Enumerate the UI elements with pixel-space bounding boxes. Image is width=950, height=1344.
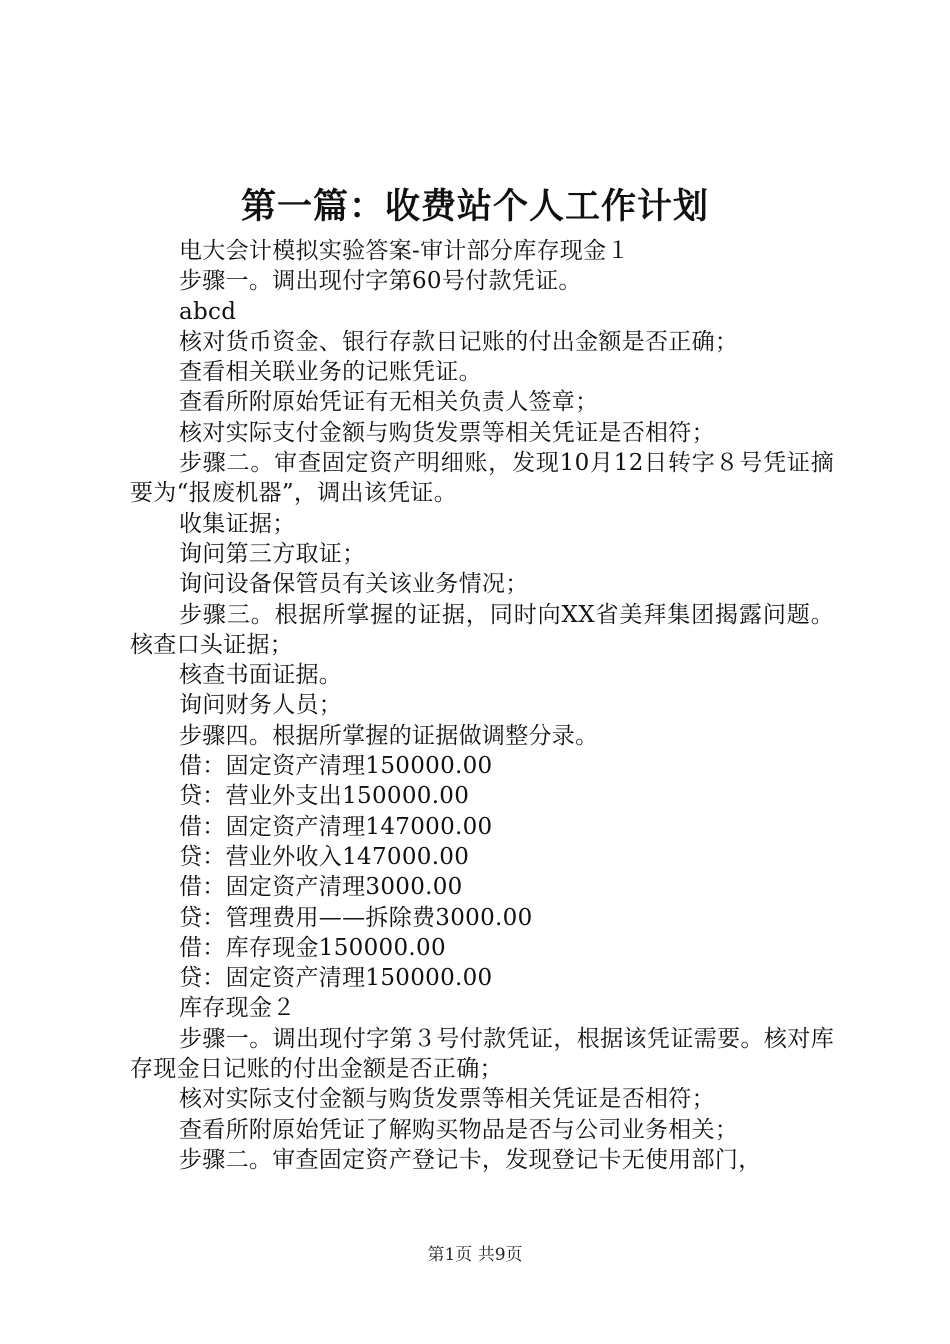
paragraph: 电大会计模拟实验答案-审计部分库存现金１ [179,238,630,264]
paragraph: 步骤二。审查固定资产明细账，发现10月12日转字８号凭证摘要为“报废机器”，调出该凭证。 [130,450,834,507]
paragraph: 步骤四。根据所掌握的证据做调整分录。 [179,722,599,749]
paragraph: 收集证据； [179,510,296,537]
journal-entry: 借：库存现金150000.00 [179,934,446,961]
paragraph: 询问财务人员； [179,692,343,719]
document-body [130,236,834,1175]
paragraph: 步骤三。根据所掌握的证据，同时向XX省美拜集团揭露问题。核查口头证据； [130,601,834,658]
paragraph: 步骤一。调出现付字第60号付款凭证。 [179,268,582,295]
journal-entry: 借：固定资产清理150000.00 [179,753,493,780]
journal-entry: 贷：营业外收入147000.00 [179,843,470,870]
paragraph: 查看所附原始凭证有无相关负责人签章； [179,389,599,416]
paragraph: 核查书面证据。 [179,662,343,689]
paragraph: abcd [179,298,237,325]
paragraph: 询问设备保管员有关该业务情况； [179,571,529,598]
paragraph: 步骤一。调出现付字第３号付款凭证，根据该凭证需要。核对库存现金日记账的付出金额是否正确； [130,1025,834,1083]
paragraph: 查看相关联业务的记账凭证。 [179,359,482,386]
paragraph: 核对实际支付金额与购货发票等相关凭证是否相符； [179,419,715,446]
paragraph: 核对货币资金、银行存款日记账的付出金额是否正确； [179,328,739,355]
page-footer: 第1页 共9页 [427,1245,523,1265]
paragraph: 步骤二。审查固定资产登记卡，发现登记卡无使用部门， [179,1146,762,1173]
paragraph: 核对实际支付金额与购货发票等相关凭证是否相符； [179,1086,715,1113]
journal-entry: 借：固定资产清理147000.00 [179,813,493,840]
journal-entry: 借：固定资产清理3000.00 [179,874,463,901]
journal-entry: 贷：管理费用——拆除费3000.00 [179,904,533,931]
document-title: 第一篇：收费站个人工作计划 [240,187,709,227]
journal-entry: 贷：营业外支出150000.00 [179,783,470,810]
paragraph: 查看所附原始凭证了解购买物品是否与公司业务相关； [179,1116,739,1143]
journal-entry: 贷：固定资产清理150000.00 [179,965,493,992]
paragraph: 询问第三方取证； [179,540,366,567]
section-heading: 库存现金２ [179,995,296,1022]
